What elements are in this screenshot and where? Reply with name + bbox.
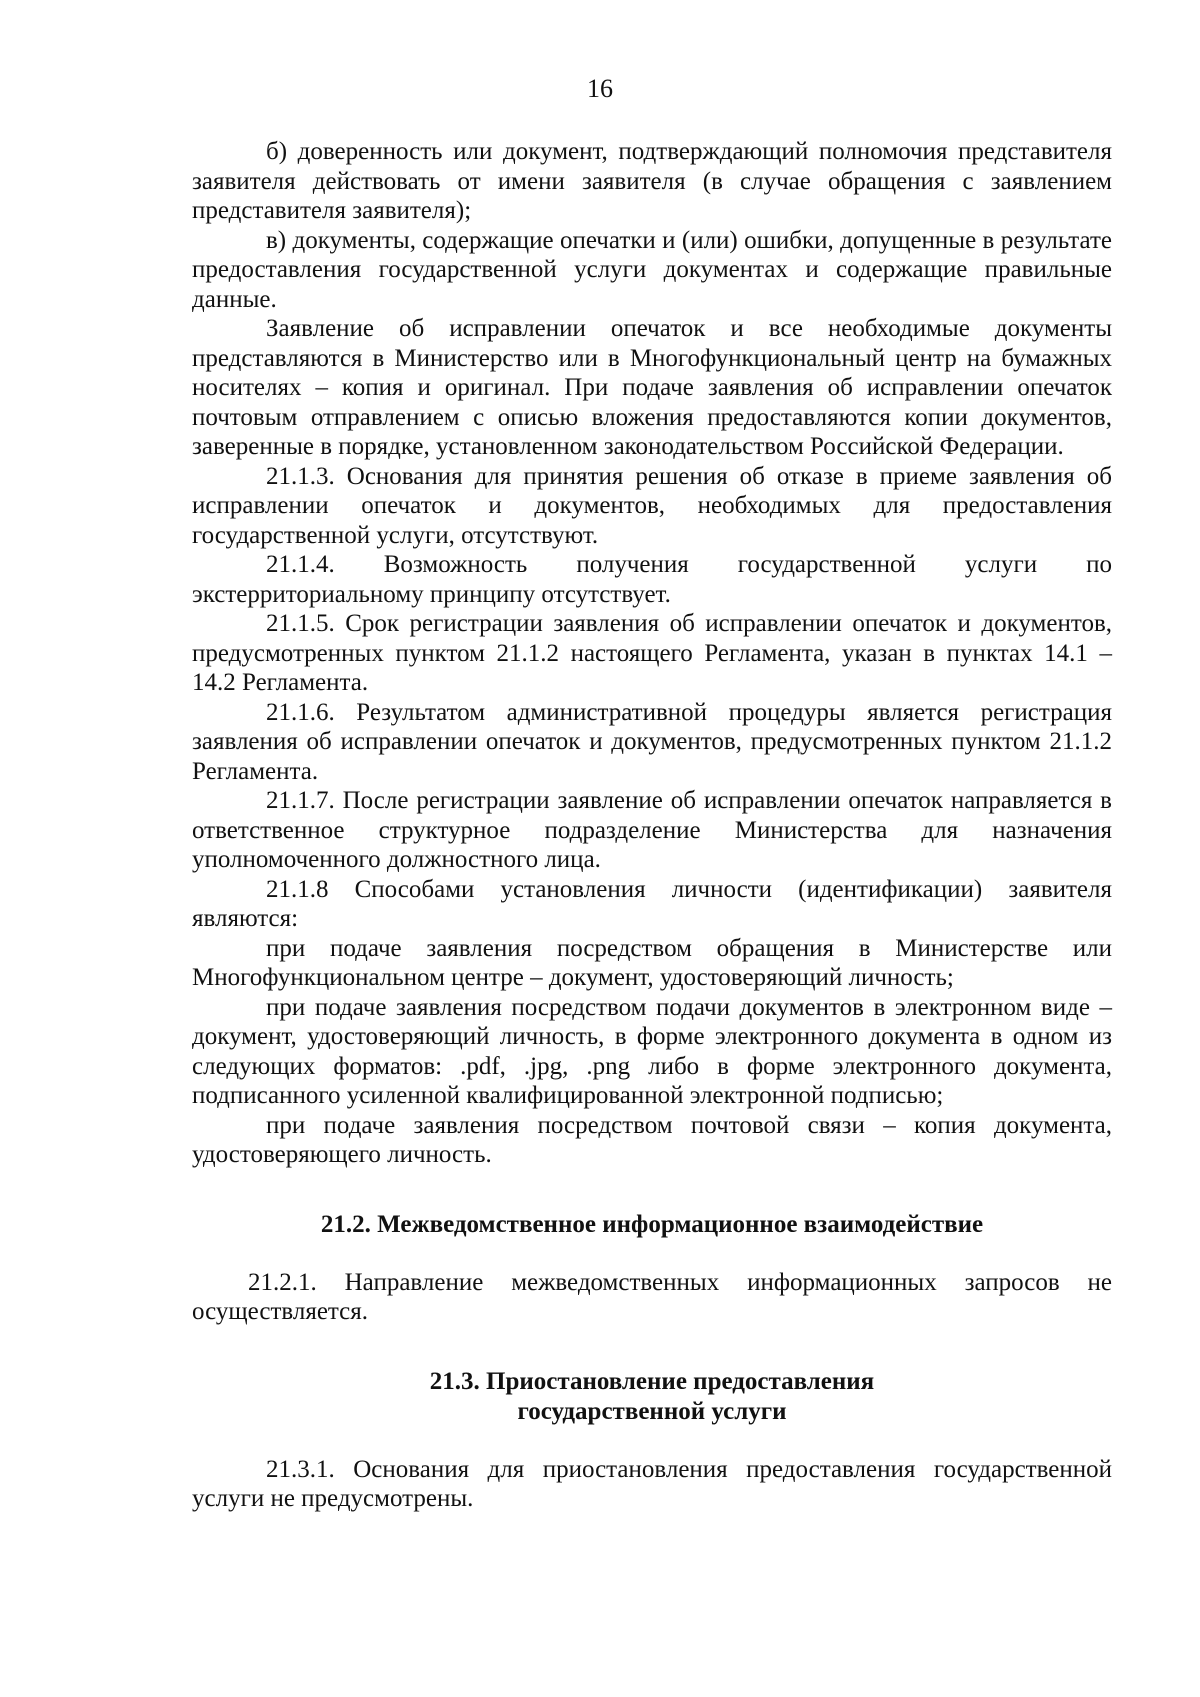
section-heading-21-3	[192, 1367, 1112, 1427]
paragraph-21-1-4: 21.1.4. Возможность получения государственной услуги по экстерриториальному принципу отсутствует.	[192, 551, 1112, 608]
page-number: 16	[587, 74, 613, 103]
document-body	[192, 137, 1112, 1514]
section-heading-21-2: 21.2. Межведомственное информационное взаимодействие	[320, 1210, 984, 1238]
paragraph-21-2-1: 21.2.1. Направление межведомственных информационных запросов не осуществляется.	[192, 1268, 1112, 1325]
paragraph-21-3-1: 21.3.1. Основания для приостановления предоставления государственной услуги не предусмотрены.	[192, 1455, 1112, 1512]
section-heading-21-3-line2: государственной услуги	[517, 1397, 787, 1425]
paragraph-documents-with-typos: в) документы, содержащие опечатки и (или) ошибки, допущенные в результате предоставления государственной услуги документах и содержащие правильные данные.	[192, 226, 1112, 313]
paragraph-21-1-6: 21.1.6. Результатом административной процедуры является регистрация заявления об исправлении опечаток и документов, предусмотренных пунктом 21.1.2 Регламента.	[192, 698, 1112, 785]
paragraph-21-1-3: 21.1.3. Основания для принятия решения об отказе в приеме заявления об исправлении опечаток и документов, необходимых для предоставления государственной услуги, отсутствуют.	[192, 462, 1112, 549]
paragraph-21-1-7: 21.1.7. После регистрации заявление об исправлении опечаток направляется в ответственное структурное подразделение Министерства для назначения уполномоченного должностного лица.	[192, 787, 1112, 873]
paragraph-application-submission: Заявление об исправлении опечаток и все необходимые документы представляются в Министерство или в Многофункциональный центр на бумажных носителях – копия и оригинал. При подаче заявления об исправлении опечаток почтовым отправлением с описью вложения предоставляются копии документов, заверенные в порядке, установленном законодательством Российской Федерации.	[192, 315, 1112, 460]
section-heading-21-3-line1: 21.3. Приостановление предоставления	[429, 1367, 875, 1395]
paragraph-21-1-5: 21.1.5. Срок регистрации заявления об исправлении опечаток и документов, предусмотренных пунктом 21.1.2 настоящего Регламента, указан в пунктах 14.1 – 14.2 Регламента.	[192, 610, 1112, 696]
paragraph-power-of-attorney: б) доверенность или документ, подтверждающий полномочия представителя заявителя действовать от имени заявителя (в случае обращения с заявлением представителя заявителя);	[192, 138, 1112, 224]
paragraph-identification-in-person: при подаче заявления посредством обращения в Министерстве или Многофункциональном центре – документ, удостоверяющий личность;	[192, 934, 1112, 991]
paragraph-21-1-8: 21.1.8 Способами установления личности (идентификации) заявителя являются:	[192, 875, 1112, 932]
paragraph-identification-postal: при подаче заявления посредством почтовой связи – копия документа, удостоверяющего личность.	[192, 1111, 1112, 1168]
paragraph-identification-electronic: при подаче заявления посредством подачи документов в электронном виде – документ, удостоверяющий личность, в форме электронного документа в одном из следующих форматов: .pdf, .jpg, .png либо в форме электронного документа, подписанного усиленной квалифицированной электронной подписью;	[192, 993, 1112, 1109]
